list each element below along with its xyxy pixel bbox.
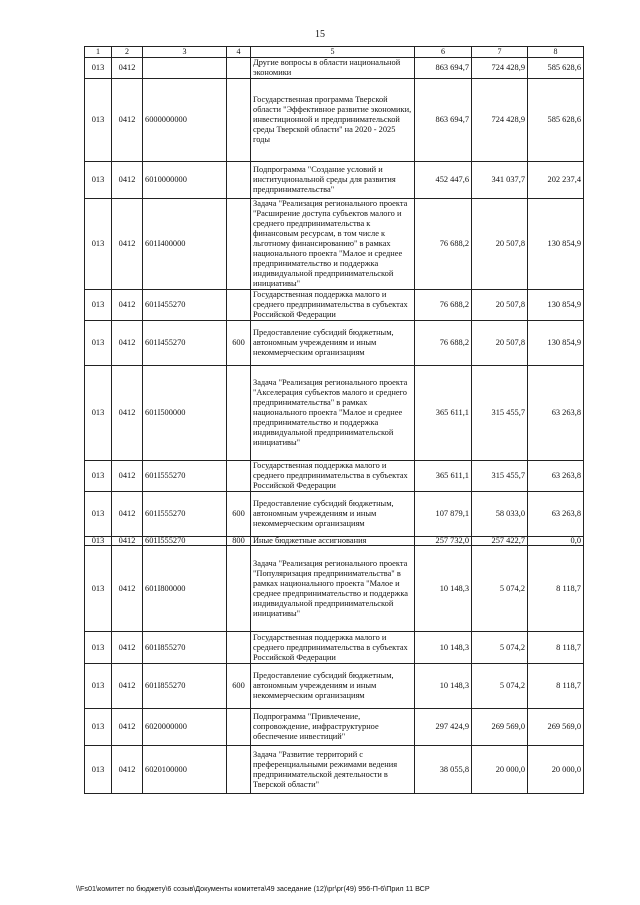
cell-section-code: 0412 [112,664,143,709]
cell-section-code: 0412 [112,537,143,546]
cell-target-article: 601I400000 [143,199,227,290]
cell-expense-type [227,546,251,632]
cell-amount-year1: 76 688,2 [415,290,472,321]
column-header: 5 [251,47,415,58]
cell-expense-type [227,746,251,794]
cell-amount-year3: 63 263,8 [528,461,584,492]
footer-file-path: \\Fs01\комитет по бюджету\6 созыв\Документы комитета\49 заседание (12)\рг\рг(49) 956-П-6\Прил 11 ВСР [76,884,430,893]
cell-amount-year1: 10 148,3 [415,546,472,632]
cell-description: Задача "Реализация регионального проекта "Расширение доступа субъектов малого и среднего предпринимательства к финансовым ресурсам, в том числе к льготному финансированию" в рамках национального проекта "Малое и среднее предпринимательство и поддержка индивидуальной предпринимательской инициативы" [251,199,415,290]
cell-description: Предоставление субсидий бюджетным, автономным учреждениям и иным некоммерческим организациям [251,664,415,709]
table-row [85,537,584,546]
cell-admin-code: 013 [85,461,112,492]
cell-amount-year1: 38 055,8 [415,746,472,794]
cell-section-code: 0412 [112,746,143,794]
cell-target-article: 601I855270 [143,632,227,664]
table-row [85,632,584,664]
cell-expense-type [227,461,251,492]
table-body [85,58,584,794]
table-row [85,199,584,290]
cell-amount-year3: 8 118,7 [528,632,584,664]
table-row [85,79,584,162]
cell-amount-year2: 5 074,2 [472,546,528,632]
cell-admin-code: 013 [85,664,112,709]
cell-amount-year3: 130 854,9 [528,321,584,366]
cell-amount-year2: 5 074,2 [472,632,528,664]
cell-amount-year1: 297 424,9 [415,709,472,746]
cell-expense-type [227,79,251,162]
cell-amount-year1: 452 447,6 [415,162,472,199]
table-row [85,321,584,366]
cell-description: Государственная поддержка малого и среднего предпринимательства в субъектах Российской Федерации [251,632,415,664]
column-header: 1 [85,47,112,58]
column-header: 7 [472,47,528,58]
cell-target-article: 6020000000 [143,709,227,746]
cell-amount-year3: 202 237,4 [528,162,584,199]
cell-target-article: 601I855270 [143,664,227,709]
cell-description: Задача "Реализация регионального проекта "Акселерация субъектов малого и среднего предпринимательства" в рамках национального проекта "Малое и среднее предпринимательство и поддержка индивидуальной предпринимательской инициативы" [251,366,415,461]
cell-description: Другие вопросы в области национальной экономики [251,58,415,79]
cell-target-article: 601I555270 [143,492,227,537]
cell-target-article: 601I800000 [143,546,227,632]
cell-description: Государственная поддержка малого и среднего предпринимательства в субъектах Российской Федерации [251,290,415,321]
cell-description: Предоставление субсидий бюджетным, автономным учреждениям и иным некоммерческим организациям [251,321,415,366]
cell-expense-type [227,162,251,199]
cell-amount-year3: 0,0 [528,537,584,546]
cell-expense-type: 600 [227,492,251,537]
cell-admin-code: 013 [85,58,112,79]
cell-description: Задача "Реализация регионального проекта "Популяризация предпринимательства" в рамках национального проекта "Малое и среднее предпринимательство и поддержка индивидуальной предпринимательской инициативы" [251,546,415,632]
cell-amount-year3: 130 854,9 [528,199,584,290]
table-row [85,746,584,794]
cell-expense-type: 600 [227,321,251,366]
cell-section-code: 0412 [112,199,143,290]
table-row [85,461,584,492]
page-number: 15 [315,29,325,40]
cell-amount-year1: 365 611,1 [415,461,472,492]
cell-section-code: 0412 [112,492,143,537]
cell-amount-year1: 863 694,7 [415,79,472,162]
table-row [85,546,584,632]
cell-amount-year1: 365 611,1 [415,366,472,461]
cell-admin-code: 013 [85,162,112,199]
cell-amount-year3: 269 569,0 [528,709,584,746]
cell-admin-code: 013 [85,79,112,162]
budget-table [84,46,584,794]
cell-amount-year3: 8 118,7 [528,664,584,709]
table-row [85,58,584,79]
cell-admin-code: 013 [85,537,112,546]
cell-amount-year2: 341 037,7 [472,162,528,199]
cell-target-article: 601I455270 [143,290,227,321]
cell-amount-year3: 63 263,8 [528,366,584,461]
cell-description: Государственная программа Тверской области "Эффективное развитие экономики, инвестиционной и предпринимательской среды Тверской области" на 2020 - 2025 годы [251,79,415,162]
cell-amount-year1: 76 688,2 [415,199,472,290]
cell-target-article: 601I555270 [143,461,227,492]
cell-amount-year1: 10 148,3 [415,632,472,664]
cell-section-code: 0412 [112,546,143,632]
cell-amount-year2: 315 455,7 [472,461,528,492]
cell-admin-code: 013 [85,746,112,794]
cell-description: Задача "Развитие территорий с преференциальными режимами ведения предпринимательской деятельности в Тверской области" [251,746,415,794]
cell-amount-year3: 20 000,0 [528,746,584,794]
cell-admin-code: 013 [85,492,112,537]
cell-amount-year3: 585 628,6 [528,58,584,79]
cell-target-article [143,58,227,79]
cell-amount-year2: 269 569,0 [472,709,528,746]
column-header: 2 [112,47,143,58]
cell-amount-year1: 76 688,2 [415,321,472,366]
cell-description: Подпрограмма "Создание условий и институциональной среды для развития предпринимательства" [251,162,415,199]
cell-section-code: 0412 [112,632,143,664]
cell-amount-year1: 863 694,7 [415,58,472,79]
cell-amount-year2: 257 422,7 [472,537,528,546]
column-header: 3 [143,47,227,58]
cell-admin-code: 013 [85,199,112,290]
table-row [85,162,584,199]
cell-amount-year3: 8 118,7 [528,546,584,632]
cell-target-article: 601I455270 [143,321,227,366]
table-row [85,492,584,537]
cell-admin-code: 013 [85,290,112,321]
cell-amount-year2: 724 428,9 [472,79,528,162]
cell-expense-type [227,709,251,746]
cell-admin-code: 013 [85,366,112,461]
cell-expense-type: 600 [227,664,251,709]
cell-amount-year2: 20 507,8 [472,199,528,290]
cell-target-article: 601I555270 [143,537,227,546]
cell-amount-year3: 585 628,6 [528,79,584,162]
cell-expense-type [227,199,251,290]
cell-admin-code: 013 [85,709,112,746]
cell-target-article: 601I500000 [143,366,227,461]
cell-amount-year2: 724 428,9 [472,58,528,79]
cell-expense-type [227,366,251,461]
cell-description: Государственная поддержка малого и среднего предпринимательства в субъектах Российской Федерации [251,461,415,492]
table-row [85,664,584,709]
table-row [85,290,584,321]
cell-section-code: 0412 [112,366,143,461]
cell-amount-year3: 130 854,9 [528,290,584,321]
cell-section-code: 0412 [112,709,143,746]
column-header: 6 [415,47,472,58]
cell-section-code: 0412 [112,79,143,162]
cell-section-code: 0412 [112,461,143,492]
cell-amount-year2: 5 074,2 [472,664,528,709]
cell-target-article: 6000000000 [143,79,227,162]
cell-admin-code: 013 [85,546,112,632]
cell-target-article: 6020100000 [143,746,227,794]
cell-amount-year2: 20 507,8 [472,321,528,366]
cell-amount-year1: 10 148,3 [415,664,472,709]
cell-admin-code: 013 [85,321,112,366]
cell-description: Предоставление субсидий бюджетным, автономным учреждениям и иным некоммерческим организациям [251,492,415,537]
cell-section-code: 0412 [112,58,143,79]
cell-section-code: 0412 [112,321,143,366]
cell-description: Подпрограмма "Привлечение, сопровождение, инфраструктурное обеспечение инвестиций" [251,709,415,746]
cell-admin-code: 013 [85,632,112,664]
cell-amount-year1: 257 732,0 [415,537,472,546]
cell-expense-type: 800 [227,537,251,546]
cell-amount-year2: 20 507,8 [472,290,528,321]
column-header: 8 [528,47,584,58]
cell-amount-year2: 58 033,0 [472,492,528,537]
cell-description: Иные бюджетные ассигнования [251,537,415,546]
cell-expense-type [227,290,251,321]
column-header: 4 [227,47,251,58]
cell-amount-year2: 20 000,0 [472,746,528,794]
cell-target-article: 6010000000 [143,162,227,199]
cell-expense-type [227,632,251,664]
cell-expense-type [227,58,251,79]
table-row [85,366,584,461]
table-row [85,709,584,746]
cell-section-code: 0412 [112,290,143,321]
table-header-row [85,47,584,58]
cell-amount-year1: 107 879,1 [415,492,472,537]
cell-section-code: 0412 [112,162,143,199]
cell-amount-year2: 315 455,7 [472,366,528,461]
cell-amount-year3: 63 263,8 [528,492,584,537]
